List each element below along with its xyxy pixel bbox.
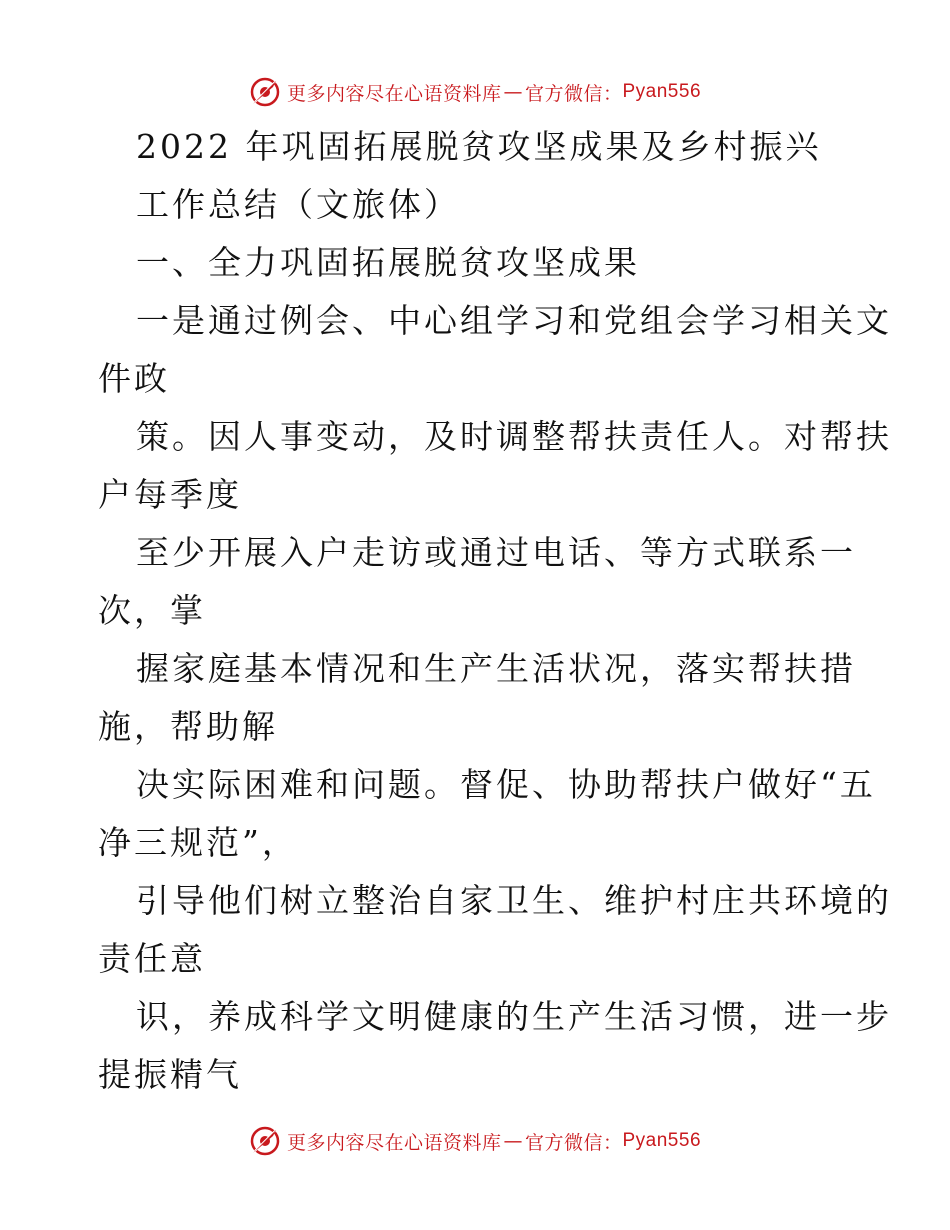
footer-watermark <box>0 1121 950 1161</box>
text-line: 提振精气 <box>98 1055 242 1094</box>
text-line: 一、全力巩固拓展脱贫攻坚成果 <box>136 243 640 282</box>
watermark-dash: — <box>503 81 523 103</box>
watermark-dash: — <box>503 1130 523 1152</box>
watermark-official-text: 官方微信： <box>524 1131 623 1154</box>
watermark-official-text: 官方微信： <box>524 82 623 105</box>
text-line: 次，掌 <box>98 591 206 630</box>
text-line: 工作总结（文旅体） <box>136 185 460 224</box>
text-line: 净三规范”， <box>98 823 298 862</box>
watermark-main-text: 更多内容尽在心语资料库 <box>286 1131 502 1154</box>
text-line: 决实际困难和问题。督促、协助帮扶户做好“五 <box>136 765 876 804</box>
text-line: 2022 年巩固拓展脱贫攻坚成果及乡村振兴 <box>136 127 822 166</box>
text-line: 施，帮助解 <box>98 707 278 746</box>
document-body <box>98 118 892 1104</box>
watermark-wechat-id: Pyan556 <box>622 1130 702 1151</box>
text-line: 至少开展入户走访或通过电话、等方式联系一 <box>136 533 856 572</box>
text-line: 一是通过例会、中心组学习和党组会学习相关文 <box>136 301 892 340</box>
text-line: 件政 <box>98 359 170 398</box>
text-line: 引导他们树立整治自家卫生、维护村庄共环境的 <box>136 881 892 920</box>
quill-logo-icon <box>249 76 281 108</box>
text-line: 户每季度 <box>98 475 242 514</box>
text-line: 责任意 <box>98 939 206 978</box>
quill-logo-icon <box>249 1125 281 1157</box>
watermark-main-text: 更多内容尽在心语资料库 <box>286 82 502 105</box>
text-line: 策。因人事变动，及时调整帮扶责任人。对帮扶 <box>136 417 892 456</box>
text-line: 握家庭基本情况和生产生活状况，落实帮扶措 <box>136 649 856 688</box>
text-line: 识，养成科学文明健康的生产生活习惯，进一步 <box>136 997 892 1036</box>
header-watermark <box>0 72 950 112</box>
watermark-wechat-id: Pyan556 <box>622 81 702 102</box>
